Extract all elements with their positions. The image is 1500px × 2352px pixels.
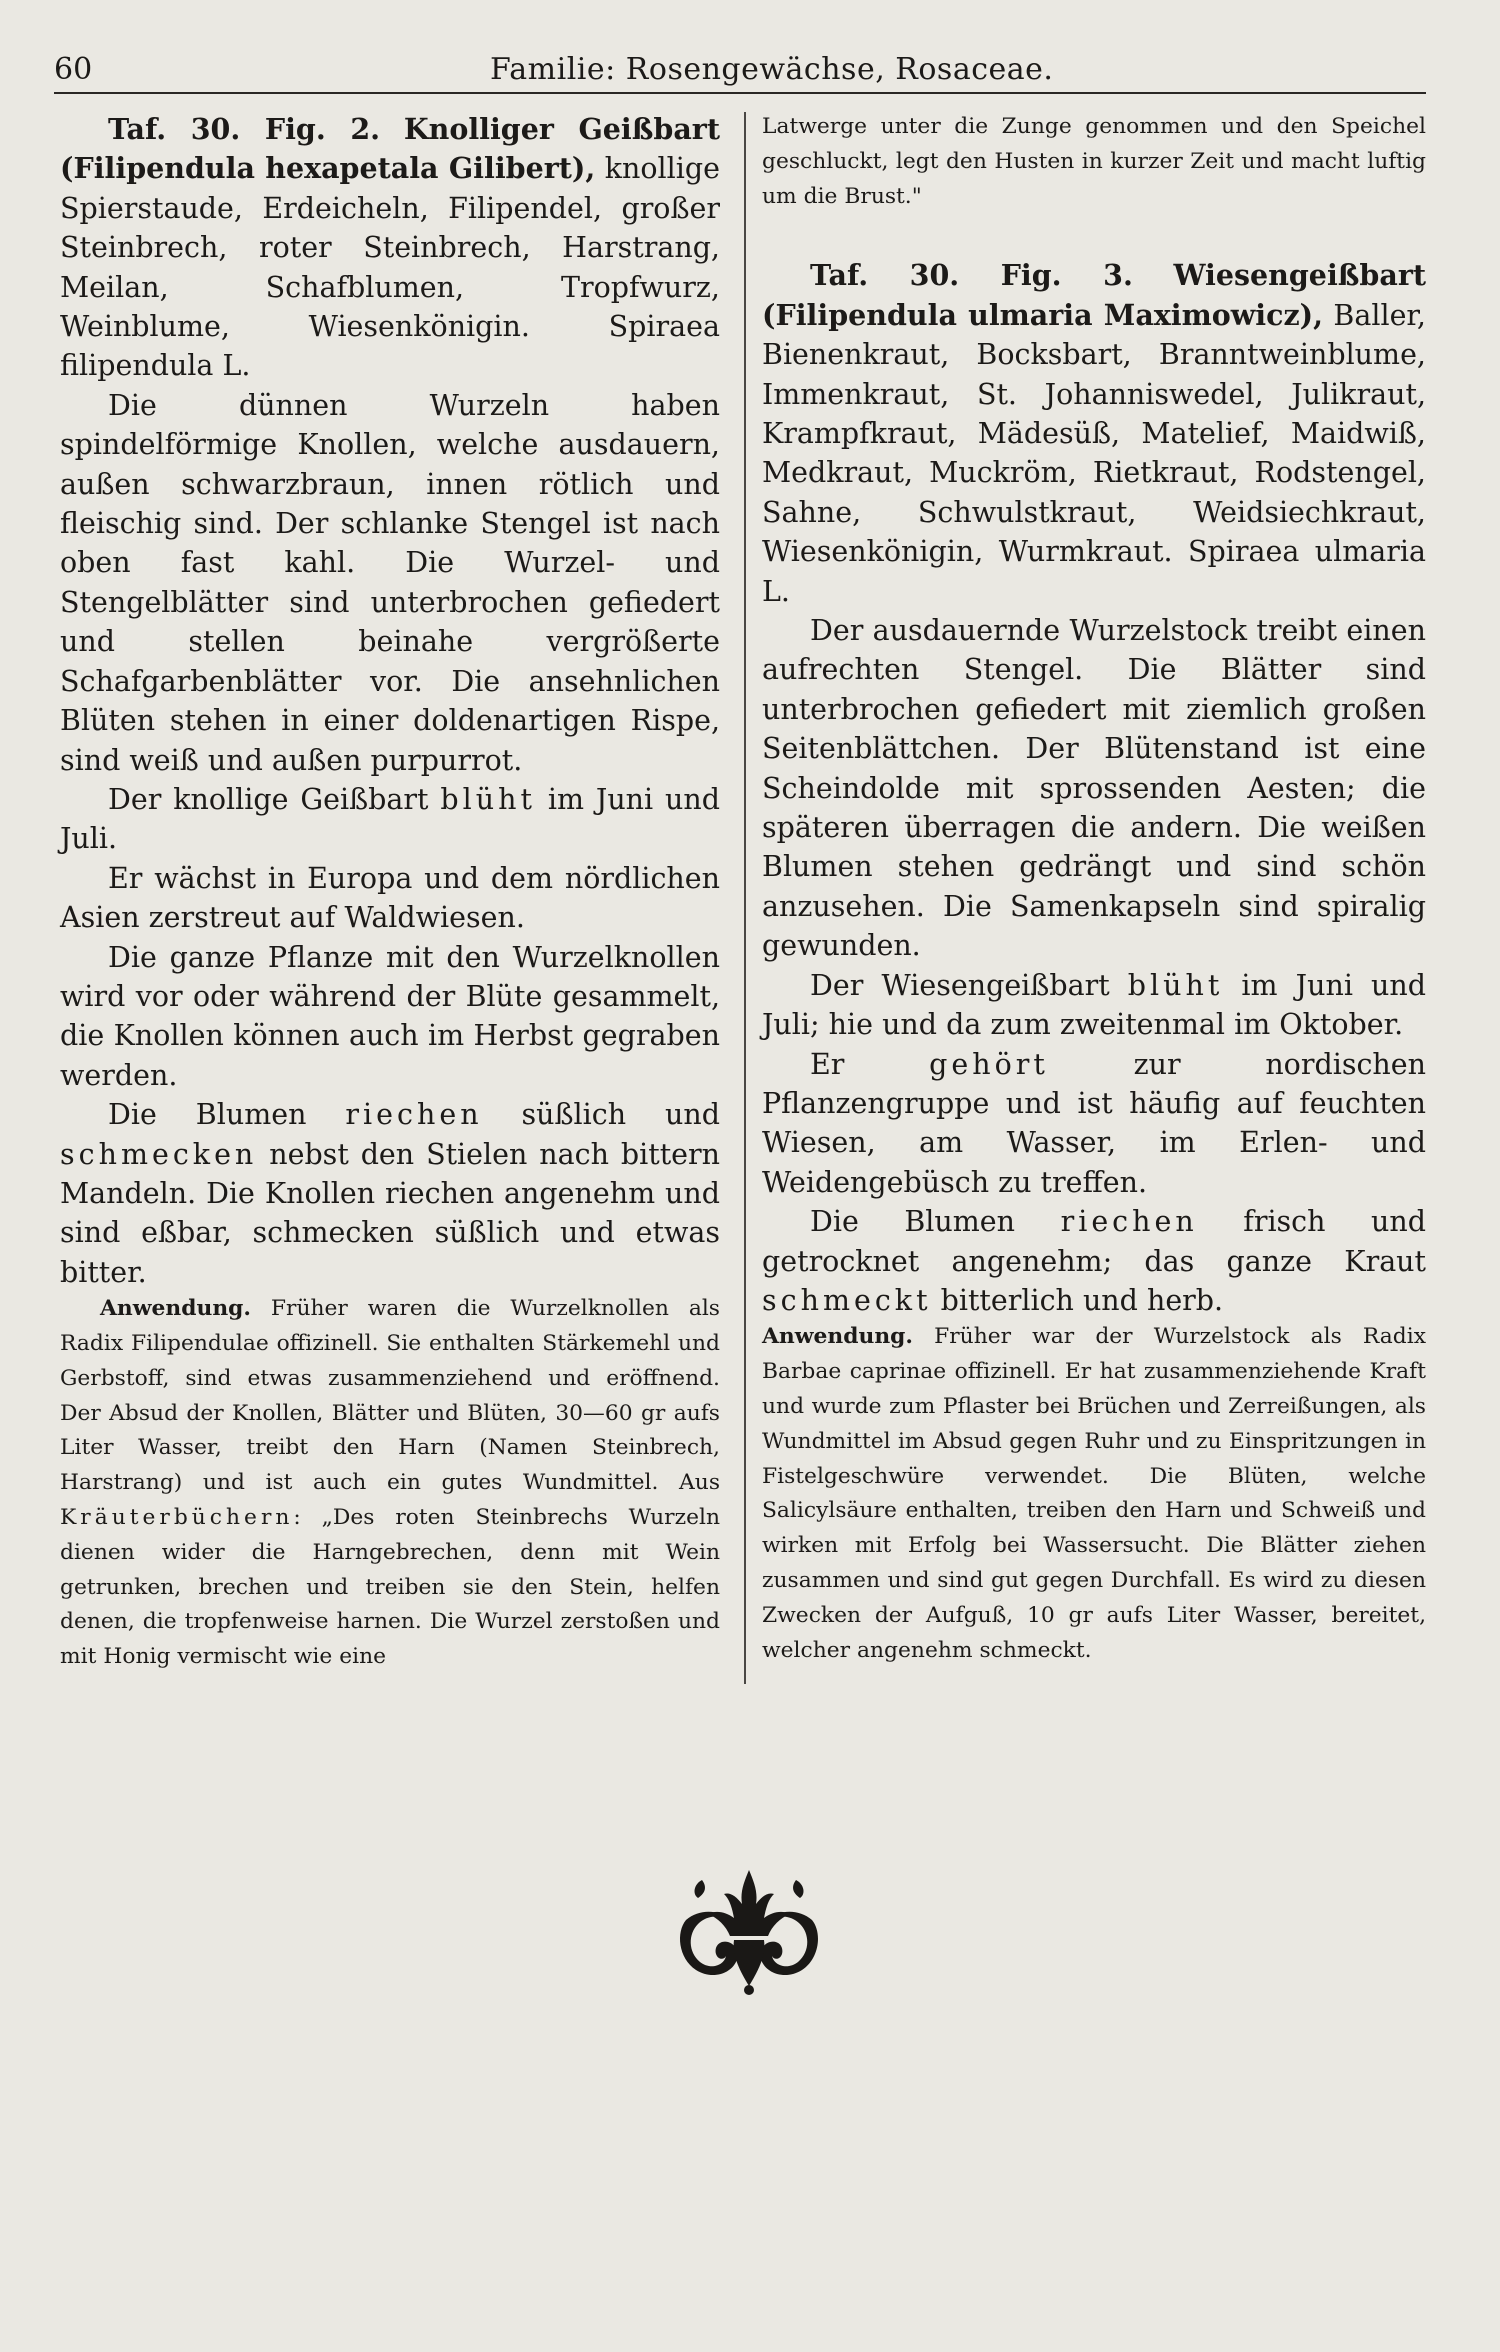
text-run: im Juni und Juli; hie und da zum zweitenmal im Oktober.	[762, 968, 1427, 1042]
left-column	[60, 110, 720, 1675]
spaced-word: riechen	[1060, 1205, 1198, 1239]
smell-taste-paragraph	[762, 1202, 1426, 1320]
text-run: Die Blumen	[810, 1205, 1061, 1239]
spaced-word: schmecken	[60, 1137, 258, 1171]
spaced-word: gehört	[929, 1047, 1049, 1081]
spaced-word: schmeckt	[762, 1283, 932, 1317]
description-paragraph: Der ausdauernde Wurzelstock treibt einen aufrechten Stengel. Die Blätter sind unterbrochen gefiedert mit ziemlich großen Seitenblättchen. Der Blütenstand ist eine Scheindolde mit sprossenden Aesten; die späteren überragen die andern. Die weißen Blumen stehen gedrängt und sind schön anzusehen. Die Samenkapseln sind spiralig gewunden.	[762, 614, 1426, 963]
smell-taste-paragraph	[60, 1095, 720, 1292]
harvest-paragraph: Die ganze Pflanze mit den Wurzelknollen wird vor oder während der Blüte gesammelt, die Knollen können auch im Herbst gegraben werden.	[60, 940, 720, 1092]
usage-label: Anwendung.	[762, 1324, 914, 1350]
spaced-word: riechen	[345, 1098, 483, 1132]
quote-continuation: Latwerge unter die Zunge genommen und den Speichel geschluckt, legt den Husten in kurzer Zeit und macht luftig um die Brust."	[762, 114, 1426, 209]
page-number: 60	[54, 52, 93, 87]
habitat-paragraph: Er wächst in Europa und dem nördlichen Asien zerstreut auf Waldwiesen.	[60, 861, 720, 935]
spacer	[762, 214, 1426, 256]
text-run: Früher war der Wurzelstock als Radix Barbae caprinae offizinell. Er hat zusammenziehende Kraft und wurde zum Pflaster bei Brüchen und Zerreißungen, als Wundmittel im Absud gegen Ruhr und zu Einspritzungen in Fistelgeschwüre verwendet. Die Blüten, welche Salicylsäure enthalten, treiben den Harn und Schweiß und wirken mit Erfolg bei Wassersucht. Die Blätter ziehen zusammen und sind gut gegen Durchfall. Es wird zu diesen Zwecken der Aufguß, 10 gr aufs Liter Wasser, bereitet, welcher angenehm schmeckt.	[762, 1324, 1426, 1663]
text-run: Der Wiesengeißbart	[810, 968, 1128, 1002]
entry-name: Knolliger Geißbart (Filipendula hexapetala Gilibert),	[60, 112, 720, 186]
text-run: Früher waren die Wurzelknollen als Radix Filipendulae offizinell. Sie enthalten Stärkemehl und Gerbstoff, sind etwas zusammenziehend und eröffnend. Der Absud der Knollen, Blätter und Blüten, 30—60 gr aufs Liter Wasser, treibt den Harn (Namen Steinbrech, Harstrang) und ist auch ein gutes Wundmittel. Aus	[60, 1296, 720, 1496]
text-run: zur nordischen Pflanzengruppe und ist häufig auf feuchten Wiesen, am Wasser, im Erlen- und Weidengebüsch zu treffen.	[762, 1047, 1426, 1199]
acanthus-fleuron-icon	[674, 1862, 824, 1998]
description-paragraph: Die dünnen Wurzeln haben spindelförmige Knollen, welche ausdauern, außen schwarzbraun, innen rötlich und fleischig sind. Der schlanke Stengel ist nach oben fast kahl. Die Wurzel- und Stengelblätter sind unterbrochen gefiedert und stellen beinahe vergrößerte Schafgarbenblätter vor. Die ansehnlichen Blüten stehen in einer doldenartigen Rispe, sind weiß und außen purpurrot.	[60, 388, 720, 777]
entry-label: Taf. 30. Fig. 3.	[810, 258, 1133, 293]
text-run: Die Blumen	[108, 1098, 346, 1132]
entry-heading-fig3	[762, 256, 1426, 611]
habitat-paragraph	[762, 1045, 1426, 1203]
column-divider	[744, 112, 746, 1684]
spaced-word: blüht	[440, 782, 536, 816]
text-run: süßlich und	[482, 1098, 720, 1132]
page-header	[54, 48, 1426, 88]
usage-label: Anwendung.	[100, 1296, 252, 1322]
usage-paragraph	[60, 1292, 720, 1675]
text-run: frisch und getrocknet angenehm; das ganze Kraut	[762, 1205, 1426, 1278]
text-run: bitterlich und herb.	[931, 1283, 1224, 1317]
bloom-paragraph	[60, 780, 720, 859]
spaced-word: Kräuterbüchern	[60, 1504, 294, 1530]
right-column	[762, 110, 1426, 1668]
bloom-paragraph	[762, 966, 1426, 1045]
header-rule	[54, 92, 1426, 94]
entry-label: Taf. 30. Fig. 2.	[108, 112, 381, 146]
entry-synonyms: knollige Spierstaude, Erdeicheln, Filipendel, großer Steinbrech, roter Steinbrech, Harstrang, Meilan, Schafblumen, Tropfwurz, Weinblume, Wiesenkönigin. Spiraea filipendula L.	[60, 152, 720, 383]
text-run: : „Des roten Steinbrechs Wurzeln dienen wider die Harngebrechen, denn mit Wein getrunken, brechen und treiben sie den Stein, helfen denen, die tropfenweise harnen. Die Wurzel zerstoßen und mit Honig vermischt wie eine	[60, 1504, 720, 1670]
text-run: Der knollige Geißbart	[108, 782, 441, 816]
entry-synonyms: Baller, Bienenkraut, Bocksbart, Branntweinblume, Immenkraut, St. Johanniswedel, Julikraut, Krampfkraut, Mädesüß, Matelief, Maidwiß, Medkraut, Muckröm, Rietkraut, Rodstengel, Sahne, Schwulstkraut, Weidsiechkraut, Wiesenkönigin, Wurmkraut. Spiraea ulmaria L.	[762, 298, 1426, 608]
spaced-word: blüht	[1127, 968, 1224, 1002]
entry-name: Wiesengeißbart (Filipendula ulmaria Maximowicz),	[762, 258, 1426, 332]
entry-heading-fig2	[60, 110, 720, 386]
text-run: im Juni und Juli.	[60, 782, 720, 856]
text-run: Er	[810, 1047, 930, 1081]
usage-paragraph	[762, 1320, 1426, 1668]
running-title: Familie: Rosengewächse, Rosaceae.	[490, 52, 1054, 87]
text-run: nebst den Stielen nach bittern Mandeln. Die Knollen riechen angenehm und sind eßbar, schmecken süßlich und etwas bitter.	[60, 1137, 720, 1289]
